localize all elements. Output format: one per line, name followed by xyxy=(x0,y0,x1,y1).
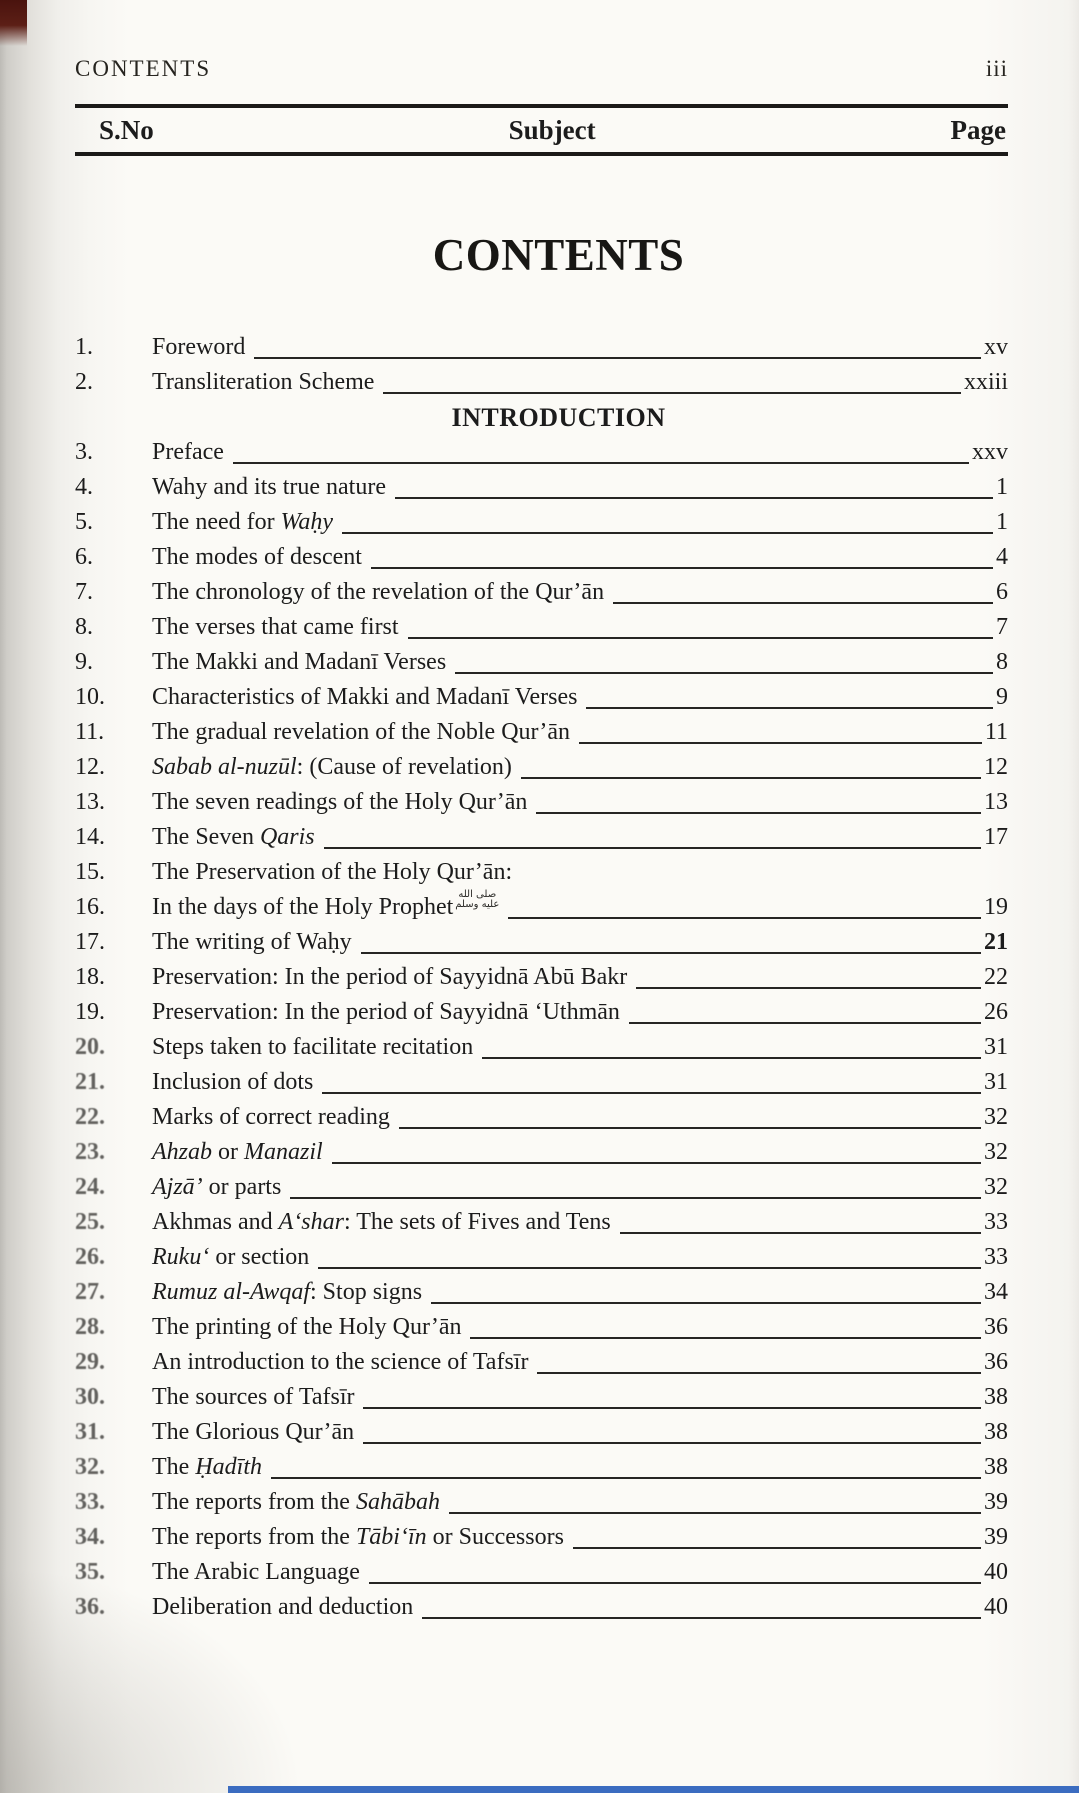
toc-title-segment: Preservation: In the period of Sayyidnā ‘Uthmān xyxy=(152,999,620,1025)
leader-line xyxy=(395,497,993,499)
toc-title-segment: The Glorious Qur’ān xyxy=(152,1419,355,1445)
leader-line xyxy=(408,637,993,639)
leader-line xyxy=(290,1197,981,1199)
toc-entry-title xyxy=(152,575,604,610)
toc-entry-number: 11. xyxy=(75,719,105,745)
toc-entry-title xyxy=(152,330,245,365)
toc-entry-number: 2. xyxy=(75,369,93,395)
toc-row xyxy=(75,1520,1008,1555)
toc-row xyxy=(75,1170,1008,1205)
toc-title-segment: Preservation: In the period of Sayyidnā Abū Bakr xyxy=(152,964,628,990)
toc-entry-number: 13. xyxy=(75,789,105,815)
toc-title-italic-segment: Tābi‘īn xyxy=(355,1524,427,1550)
toc-row xyxy=(75,610,1008,645)
toc-page-number: 34 xyxy=(984,1279,1008,1305)
toc-entry-title xyxy=(152,610,399,645)
toc-title-segment: The Makki and Madanī Verses xyxy=(152,649,447,675)
toc-entry-title xyxy=(152,1415,354,1450)
toc-title-italic-segment: A‘shar xyxy=(278,1209,344,1235)
toc-entry-number: 31. xyxy=(75,1419,105,1445)
toc-title-segment: : (Cause of revelation) xyxy=(296,754,512,780)
toc-title-segment: Wahy and its true nature xyxy=(152,474,386,500)
toc-row xyxy=(75,1380,1008,1415)
leader-line xyxy=(383,392,961,394)
toc-title-segment: Deliberation and deduction xyxy=(152,1594,414,1620)
toc-entry-title xyxy=(152,1590,413,1625)
toc-title-segment: Steps taken to facilitate recitation xyxy=(152,1034,474,1060)
leader-line xyxy=(629,1022,981,1024)
toc-page-number: 38 xyxy=(984,1419,1008,1445)
toc-entry-number: 36. xyxy=(75,1594,105,1620)
toc-row xyxy=(75,820,1008,855)
toc-row xyxy=(75,995,1008,1030)
leader-line xyxy=(361,952,981,954)
leader-line xyxy=(342,532,993,534)
table-header xyxy=(75,108,1008,152)
toc-title-italic-segment: Ajzā’ xyxy=(152,1174,203,1200)
leader-line xyxy=(636,987,981,989)
scan-bottom-edge-artifact xyxy=(228,1786,1079,1793)
leader-line xyxy=(536,812,981,814)
leader-line xyxy=(470,1337,981,1339)
toc-page-number: 8 xyxy=(996,649,1008,675)
section-heading: INTRODUCTION xyxy=(451,403,666,432)
toc-entry-number: 9. xyxy=(75,649,93,675)
toc-entry-title xyxy=(152,365,374,400)
toc-entry-title xyxy=(152,1310,461,1345)
toc-entry-title xyxy=(152,1275,422,1310)
toc-entry-title xyxy=(152,645,446,680)
toc-entry-number: 26. xyxy=(75,1244,105,1270)
toc-entry-title xyxy=(152,1205,611,1240)
toc-title-italic-segment: Sahābah xyxy=(355,1489,440,1515)
toc-title-segment: In the days of the Holy Prophet xyxy=(152,894,454,920)
toc-list xyxy=(75,330,1008,1625)
toc-title-segment: Preface xyxy=(152,439,224,465)
prophet-honorific-calligraphy xyxy=(455,890,499,925)
toc-page-number: 31 xyxy=(984,1069,1008,1095)
toc-entry-number: 17. xyxy=(75,929,105,955)
toc-entry-title xyxy=(152,1170,281,1205)
leader-line xyxy=(537,1372,981,1374)
toc-page-number: 36 xyxy=(984,1349,1008,1375)
toc-title-segment: The Seven xyxy=(152,824,260,850)
toc-page-number: 12 xyxy=(984,754,1008,780)
toc-row xyxy=(75,1065,1008,1100)
toc-title-italic-segment: Ahzab xyxy=(152,1139,212,1165)
toc-entry-number: 32. xyxy=(75,1454,105,1480)
toc-title-italic-segment: Waḥy xyxy=(280,509,334,535)
leader-line xyxy=(371,567,993,569)
toc-entry-number: 24. xyxy=(75,1174,105,1200)
toc-row xyxy=(75,890,1008,925)
toc-entry-number: 16. xyxy=(75,894,105,920)
toc-title-segment: Akhmas and xyxy=(152,1209,279,1235)
toc-title-segment: The sources of Tafsīr xyxy=(152,1384,355,1410)
toc-page-number: 32 xyxy=(984,1139,1008,1165)
toc-title-italic-segment: Qaris xyxy=(259,824,315,850)
honorific-line: صلى الله xyxy=(458,889,497,900)
toc-entry-number: 28. xyxy=(75,1314,105,1340)
leader-line xyxy=(482,1057,981,1059)
toc-entry-number: 20. xyxy=(75,1034,105,1060)
toc-row xyxy=(75,1485,1008,1520)
toc-title-segment: The Preservation of the Holy Qur’ān: xyxy=(152,859,513,885)
toc-row xyxy=(75,1030,1008,1065)
leader-line xyxy=(613,602,993,604)
toc-row xyxy=(75,540,1008,575)
leader-line xyxy=(620,1232,981,1234)
toc-row xyxy=(75,365,1008,400)
toc-page-number: 33 xyxy=(984,1209,1008,1235)
toc-entry-number: 27. xyxy=(75,1279,105,1305)
page-content xyxy=(75,0,1008,1793)
toc-row xyxy=(75,1240,1008,1275)
toc-row xyxy=(75,1205,1008,1240)
leader-line xyxy=(363,1407,981,1409)
toc-entry-number: 1. xyxy=(75,334,93,360)
toc-title-segment: or section xyxy=(209,1244,310,1270)
toc-page-number: 9 xyxy=(996,684,1008,710)
toc-entry-number: 3. xyxy=(75,439,93,465)
toc-title-segment: The reports from the xyxy=(152,1524,356,1550)
leader-line xyxy=(521,777,981,779)
scan-corner-artifact xyxy=(0,0,27,46)
toc-page-number: 38 xyxy=(984,1384,1008,1410)
toc-page-number: xxv xyxy=(972,439,1008,465)
toc-entry-title xyxy=(152,715,570,750)
toc-page-number: 40 xyxy=(984,1594,1008,1620)
toc-title-italic-segment: Sabab al-nuzūl xyxy=(152,754,297,780)
toc-page-number: 7 xyxy=(996,614,1008,640)
column-header-sno: S.No xyxy=(99,114,154,145)
toc-title-segment: The writing of Waḥy xyxy=(152,929,352,955)
header-rule-bottom xyxy=(75,152,1008,156)
toc-entry-title xyxy=(152,785,527,820)
leader-line xyxy=(431,1302,981,1304)
toc-entry-title xyxy=(152,540,362,575)
toc-title-segment: Marks of correct reading xyxy=(152,1104,390,1130)
toc-entry-number: 33. xyxy=(75,1489,105,1515)
leader-line xyxy=(324,847,981,849)
toc-title-segment: or Successors xyxy=(426,1524,564,1550)
toc-row xyxy=(75,855,1008,890)
toc-entry-number: 18. xyxy=(75,964,105,990)
toc-entry-number: 14. xyxy=(75,824,105,850)
toc-entry-number: 25. xyxy=(75,1209,105,1235)
toc-row xyxy=(75,1555,1008,1590)
toc-row xyxy=(75,785,1008,820)
toc-entry-number: 12. xyxy=(75,754,105,780)
toc-title-segment: The reports from the xyxy=(152,1489,356,1515)
toc-title-segment: The Arabic Language xyxy=(152,1559,360,1585)
toc-page-number: 40 xyxy=(984,1559,1008,1585)
toc-page-number: xv xyxy=(984,334,1008,360)
toc-row xyxy=(75,925,1008,960)
leader-line xyxy=(318,1267,981,1269)
toc-entry-title xyxy=(152,1485,440,1520)
toc-row xyxy=(75,750,1008,785)
toc-page-number: 1 xyxy=(996,509,1008,535)
toc-entry-title xyxy=(152,960,627,995)
toc-page-number: 21 xyxy=(984,929,1008,955)
toc-row xyxy=(75,960,1008,995)
toc-row xyxy=(75,1310,1008,1345)
toc-entry-title xyxy=(152,1520,564,1555)
toc-row xyxy=(75,715,1008,750)
leader-line xyxy=(508,917,981,919)
toc-entry-number: 19. xyxy=(75,999,105,1025)
toc-title-italic-segment: Ḥadīth xyxy=(195,1454,262,1480)
toc-entry-title xyxy=(152,1380,354,1415)
toc-row xyxy=(75,1135,1008,1170)
toc-title-segment: The seven readings of the Holy Qur’ān xyxy=(152,789,528,815)
toc-page-number: 32 xyxy=(984,1104,1008,1130)
toc-page-number: 19 xyxy=(984,894,1008,920)
toc-entry-title xyxy=(152,1135,323,1170)
toc-entry-title xyxy=(152,680,577,715)
toc-page-number: 38 xyxy=(984,1454,1008,1480)
toc-title-segment: The need for xyxy=(152,509,281,535)
toc-title-segment: An introduction to the science of Tafsīr xyxy=(152,1349,529,1375)
toc-row xyxy=(75,1100,1008,1135)
toc-row xyxy=(75,1415,1008,1450)
toc-title-segment: Transliteration Scheme xyxy=(152,369,375,395)
toc-entry-number: 4. xyxy=(75,474,93,500)
toc-row xyxy=(75,1450,1008,1485)
toc-entry-number: 22. xyxy=(75,1104,105,1130)
toc-title-segment: : Stop signs xyxy=(310,1279,423,1305)
toc-entry-title xyxy=(152,1065,313,1100)
toc-title-segment: Foreword xyxy=(152,334,246,360)
toc-row xyxy=(75,1275,1008,1310)
leader-line xyxy=(363,1442,981,1444)
toc-page-number: 33 xyxy=(984,1244,1008,1270)
leader-line xyxy=(369,1582,981,1584)
leader-line xyxy=(586,707,993,709)
toc-page-number: 32 xyxy=(984,1174,1008,1200)
leader-line xyxy=(271,1477,981,1479)
toc-page-number: 6 xyxy=(996,579,1008,605)
toc-entry-title xyxy=(152,995,620,1030)
column-header-page: Page xyxy=(950,114,1006,145)
toc-entry-title xyxy=(152,1555,360,1590)
toc-page-number: 31 xyxy=(984,1034,1008,1060)
toc-page-number: 39 xyxy=(984,1489,1008,1515)
folio-page-number: iii xyxy=(985,56,1008,81)
leader-line xyxy=(254,357,981,359)
toc-page-number: 36 xyxy=(984,1314,1008,1340)
toc-title-segment: Characteristics of Makki and Madanī Verses xyxy=(152,684,578,710)
running-header-title: CONTENTS xyxy=(75,56,212,81)
toc-entry-title xyxy=(152,1100,390,1135)
toc-entry-number: 23. xyxy=(75,1139,105,1165)
toc-entry-number: 15. xyxy=(75,859,105,885)
leader-line xyxy=(422,1617,981,1619)
toc-row xyxy=(75,435,1008,470)
toc-row xyxy=(75,1590,1008,1625)
toc-title-segment: or parts xyxy=(202,1174,282,1200)
toc-title-segment: or xyxy=(212,1139,244,1165)
leader-line xyxy=(573,1547,981,1549)
toc-page-number: 4 xyxy=(996,544,1008,570)
toc-entry-title xyxy=(152,925,352,960)
toc-entry-title xyxy=(152,890,453,925)
toc-row xyxy=(75,330,1008,365)
running-header xyxy=(75,55,1008,83)
leader-line xyxy=(399,1127,981,1129)
toc-title-segment: The chronology of the revelation of the Qur’ān xyxy=(152,579,605,605)
toc-title-segment: The printing of the Holy Qur’ān xyxy=(152,1314,462,1340)
toc-entry-number: 5. xyxy=(75,509,93,535)
toc-entry-number: 8. xyxy=(75,614,93,640)
leader-line xyxy=(579,742,982,744)
column-header-subject: Subject xyxy=(508,114,596,145)
toc-entry-title xyxy=(152,820,315,855)
toc-entry-title xyxy=(152,855,512,890)
toc-row xyxy=(75,680,1008,715)
honorific-line: عليه وسلم xyxy=(455,899,500,910)
toc-row xyxy=(75,470,1008,505)
toc-entry-number: 29. xyxy=(75,1349,105,1375)
toc-page-number: 1 xyxy=(996,474,1008,500)
toc-entry-title xyxy=(152,1240,309,1275)
toc-row xyxy=(75,645,1008,680)
toc-page-number: xxiii xyxy=(963,369,1008,395)
toc-entry-number: 6. xyxy=(75,544,93,570)
toc-page-number: 13 xyxy=(984,789,1008,815)
leader-line xyxy=(455,672,993,674)
toc-title-italic-segment: Rumuz al-Awqaf xyxy=(152,1279,311,1305)
toc-page-number: 26 xyxy=(984,999,1008,1025)
toc-entry-number: 35. xyxy=(75,1559,105,1585)
leader-line xyxy=(449,1512,981,1514)
page-title: CONTENTS xyxy=(432,230,685,280)
toc-entry-title xyxy=(152,470,386,505)
toc-entry-title xyxy=(152,1030,473,1065)
leader-line xyxy=(233,462,969,464)
toc-row xyxy=(75,575,1008,610)
leader-line xyxy=(322,1092,981,1094)
toc-page-number: 17 xyxy=(984,824,1008,850)
toc-entry-number: 7. xyxy=(75,579,93,605)
toc-title-segment: : The sets of Fives and Tens xyxy=(344,1209,611,1235)
toc-title-italic-segment: Manazil xyxy=(244,1139,323,1165)
toc-title-italic-segment: Ruku‘ xyxy=(152,1244,210,1270)
toc-entry-number: 30. xyxy=(75,1384,105,1410)
toc-title-segment: Inclusion of dots xyxy=(152,1069,314,1095)
toc-title-segment: The modes of descent xyxy=(152,544,362,570)
toc-entry-number: 10. xyxy=(75,684,105,710)
toc-row xyxy=(75,1345,1008,1380)
toc-title-segment: The gradual revelation of the Noble Qur’ān xyxy=(152,719,571,745)
toc-page-number: 22 xyxy=(984,964,1008,990)
toc-entry-title xyxy=(152,505,333,540)
toc-entry-number: 34. xyxy=(75,1524,105,1550)
toc-entry-number: 21. xyxy=(75,1069,105,1095)
toc-row xyxy=(75,505,1008,540)
toc-title-segment: The xyxy=(152,1454,196,1480)
toc-entry-title xyxy=(152,1345,528,1380)
toc-entry-title xyxy=(152,435,224,470)
toc-entry-title xyxy=(152,750,512,785)
toc-entry-title xyxy=(152,1450,262,1485)
leader-line xyxy=(332,1162,981,1164)
toc-page-number: 11 xyxy=(984,719,1008,745)
toc-title-segment: The verses that came first xyxy=(152,614,399,640)
toc-page-number: 39 xyxy=(984,1524,1008,1550)
